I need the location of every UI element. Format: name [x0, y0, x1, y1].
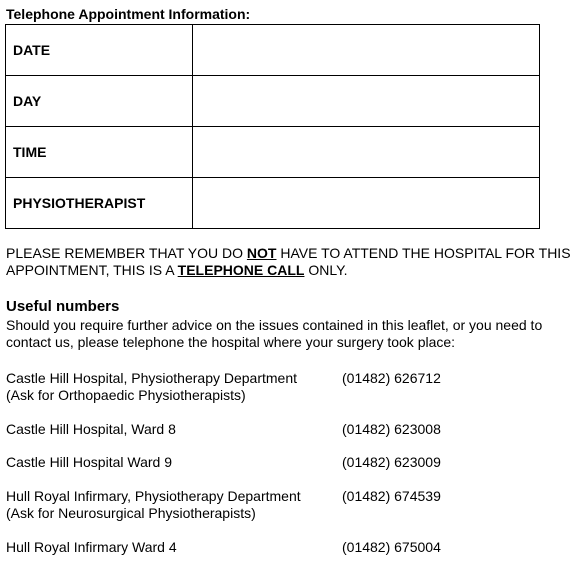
- table-row: [6, 127, 540, 178]
- contact-phone: (01482) 674539: [342, 488, 441, 504]
- contact-phone: (01482) 626712: [342, 370, 441, 386]
- contact-phone: (01482) 623009: [342, 454, 441, 470]
- time-label: TIME: [6, 127, 193, 178]
- reminder-emphasis-not: NOT: [246, 245, 277, 261]
- contact-note: (Ask for Neurosurgical Physiotherapists): [6, 505, 256, 521]
- appointment-heading: Telephone Appointment Information:: [6, 6, 251, 22]
- reminder-notice: [6, 245, 574, 279]
- contact-phone: (01482) 675004: [342, 539, 441, 555]
- contact-name-block: [6, 370, 336, 404]
- reminder-text-1: PLEASE REMEMBER THAT YOU DO: [6, 245, 247, 261]
- contact-name: Castle Hill Hospital, Physiotherapy Department: [6, 370, 298, 386]
- date-label: DATE: [6, 25, 193, 76]
- day-value: [193, 76, 540, 127]
- useful-numbers-intro: Should you require further advice on the issues contained in this leaflet, or you need to contact us, please telephone the hospital where your surgery took place:: [6, 317, 543, 350]
- reminder-emphasis-telephone-call: TELEPHONE CALL: [177, 262, 305, 278]
- contact-name: Castle Hill Hospital Ward 9: [6, 454, 172, 470]
- physiotherapist-label: PHYSIOTHERAPIST: [6, 178, 193, 229]
- contact-name-block: [6, 421, 336, 438]
- appointment-table: [5, 24, 540, 229]
- reminder-text-3: ONLY.: [304, 262, 348, 278]
- contact-name: Hull Royal Infirmary Ward 4: [6, 539, 177, 555]
- contact-note: (Ask for Orthopaedic Physiotherapists): [6, 387, 246, 403]
- useful-numbers-title: Useful numbers: [6, 298, 120, 315]
- date-value: [193, 25, 540, 76]
- contact-name: Hull Royal Infirmary, Physiotherapy Department: [6, 488, 301, 504]
- time-value: [193, 127, 540, 178]
- contact-name-block: [6, 454, 336, 471]
- contact-name-block: [6, 539, 336, 556]
- contact-phone: (01482) 623008: [342, 421, 441, 437]
- physiotherapist-value: [193, 178, 540, 229]
- reminder-text-2: HAVE TO ATTEND THE HOSPITAL FOR THIS APPOINTMENT, THIS IS A: [6, 245, 571, 278]
- table-row: [6, 178, 540, 229]
- contact-name: Castle Hill Hospital, Ward 8: [6, 421, 176, 437]
- day-label: DAY: [6, 76, 193, 127]
- table-row: [6, 76, 540, 127]
- table-row: [6, 25, 540, 76]
- contact-name-block: [6, 488, 336, 522]
